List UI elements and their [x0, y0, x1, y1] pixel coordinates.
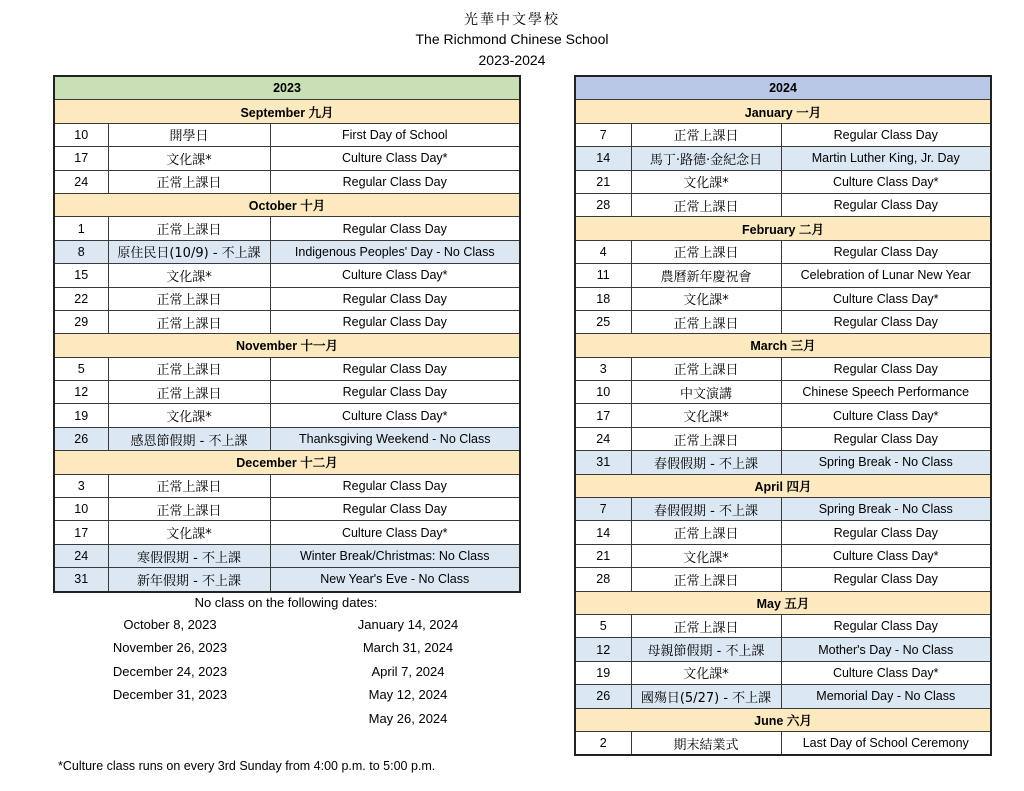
english-event-cell: Memorial Day - No Class — [781, 685, 991, 708]
table-row — [575, 427, 991, 450]
table-row — [54, 381, 520, 404]
month-header: May 五月 — [575, 591, 991, 614]
table-row — [54, 310, 520, 333]
date-cell: 3 — [54, 474, 108, 497]
date-cell: 5 — [575, 614, 631, 637]
date-cell: 21 — [575, 170, 631, 193]
month-header: September 九月 — [54, 100, 520, 123]
english-event-cell: Chinese Speech Performance — [781, 381, 991, 404]
school-year: 2023-2024 — [478, 52, 546, 68]
month-header: June 六月 — [575, 708, 991, 731]
table-row — [575, 521, 991, 544]
year-header: 2023 — [54, 76, 520, 100]
date-cell: 22 — [54, 287, 108, 310]
english-event-cell: Regular Class Day — [270, 357, 520, 380]
chinese-event-cell: 文化課* — [108, 521, 270, 544]
english-event-cell: First Day of School — [270, 123, 520, 146]
school-chinese-name: 光華中文學校 — [464, 12, 560, 28]
table-row — [54, 147, 520, 170]
no-class-date: April 7, 2024 — [371, 663, 445, 679]
date-cell: 10 — [575, 381, 631, 404]
month-header: January 一月 — [575, 100, 991, 123]
english-event-cell: Martin Luther King, Jr. Day — [781, 147, 991, 170]
table-row — [575, 498, 991, 521]
chinese-event-cell: 開學日 — [108, 123, 270, 146]
english-event-cell: Culture Class Day* — [270, 404, 520, 427]
date-cell: 10 — [54, 123, 108, 146]
english-event-cell: Spring Break - No Class — [781, 451, 991, 474]
table-row — [54, 240, 520, 263]
chinese-event-cell: 正常上課日 — [631, 357, 781, 380]
calendar-2023-table — [53, 75, 521, 593]
english-event-cell: Regular Class Day — [270, 217, 520, 240]
english-event-cell: Regular Class Day — [781, 357, 991, 380]
english-event-cell: Regular Class Day — [781, 193, 991, 216]
english-event-cell: Culture Class Day* — [781, 287, 991, 310]
chinese-event-cell: 正常上課日 — [631, 427, 781, 450]
chinese-event-cell: 原住民日(10/9) - 不上課 — [108, 240, 270, 263]
english-event-cell: Regular Class Day — [270, 170, 520, 193]
chinese-event-cell: 正常上課日 — [108, 287, 270, 310]
date-cell: 14 — [575, 147, 631, 170]
date-cell: 17 — [575, 404, 631, 427]
chinese-event-cell: 母親節假期 - 不上課 — [631, 638, 781, 661]
english-event-cell: Regular Class Day — [270, 310, 520, 333]
chinese-event-cell: 正常上課日 — [108, 310, 270, 333]
chinese-event-cell: 新年假期 - 不上課 — [108, 568, 270, 592]
month-header: November 十一月 — [54, 334, 520, 357]
english-event-cell: Winter Break/Christmas: No Class — [270, 544, 520, 567]
date-cell: 11 — [575, 264, 631, 287]
no-class-date: March 31, 2024 — [362, 640, 454, 656]
english-event-cell: Culture Class Day* — [781, 404, 991, 427]
date-cell: 3 — [575, 357, 631, 380]
no-class-date: May 26, 2024 — [368, 710, 448, 726]
english-event-cell: Regular Class Day — [781, 310, 991, 333]
english-event-cell: Thanksgiving Weekend - No Class — [270, 427, 520, 450]
table-row — [575, 544, 991, 567]
table-row — [575, 310, 991, 333]
chinese-event-cell: 正常上課日 — [631, 568, 781, 591]
english-event-cell: Regular Class Day — [270, 287, 520, 310]
chinese-event-cell: 春假假期 - 不上課 — [631, 498, 781, 521]
month-header: December 十二月 — [54, 451, 520, 474]
table-row — [575, 357, 991, 380]
table-row — [575, 123, 991, 146]
table-row — [54, 568, 520, 592]
no-class-date: December 24, 2023 — [112, 663, 228, 679]
date-cell: 17 — [54, 147, 108, 170]
no-class-date: October 8, 2023 — [123, 617, 217, 632]
english-event-cell: Culture Class Day* — [781, 661, 991, 684]
date-cell: 10 — [54, 498, 108, 521]
english-event-cell: Culture Class Day* — [781, 544, 991, 567]
english-event-cell: Celebration of Lunar New Year — [781, 264, 991, 287]
date-cell: 21 — [575, 544, 631, 567]
chinese-event-cell: 文化課* — [631, 404, 781, 427]
chinese-event-cell: 文化課* — [631, 287, 781, 310]
table-row — [54, 521, 520, 544]
english-event-cell: Mother's Day - No Class — [781, 638, 991, 661]
english-event-cell: Spring Break - No Class — [781, 498, 991, 521]
chinese-event-cell: 正常上課日 — [631, 310, 781, 333]
chinese-event-cell: 正常上課日 — [108, 217, 270, 240]
date-cell: 4 — [575, 240, 631, 263]
table-row — [575, 451, 991, 474]
no-class-date: May 12, 2024 — [368, 687, 448, 703]
year-header: 2024 — [575, 76, 991, 100]
table-row — [575, 381, 991, 404]
month-header: February 二月 — [575, 217, 991, 240]
table-row — [575, 614, 991, 637]
table-row — [575, 170, 991, 193]
chinese-event-cell: 中文演講 — [631, 381, 781, 404]
date-cell: 15 — [54, 264, 108, 287]
chinese-event-cell: 正常上課日 — [108, 170, 270, 193]
date-cell: 29 — [54, 310, 108, 333]
table-row — [54, 544, 520, 567]
english-event-cell: Regular Class Day — [270, 498, 520, 521]
date-cell: 28 — [575, 193, 631, 216]
date-cell: 14 — [575, 521, 631, 544]
english-event-cell: Regular Class Day — [781, 614, 991, 637]
chinese-event-cell: 馬丁·路德·金紀念日 — [631, 147, 781, 170]
date-cell: 8 — [54, 240, 108, 263]
table-row — [54, 474, 520, 497]
table-row — [54, 427, 520, 450]
chinese-event-cell: 正常上課日 — [108, 498, 270, 521]
table-row — [54, 498, 520, 521]
table-row — [575, 240, 991, 263]
date-cell: 1 — [54, 217, 108, 240]
table-row — [54, 404, 520, 427]
chinese-event-cell: 正常上課日 — [631, 521, 781, 544]
chinese-event-cell: 文化課* — [631, 661, 781, 684]
chinese-event-cell: 文化課* — [631, 544, 781, 567]
english-event-cell: Indigenous Peoples' Day - No Class — [270, 240, 520, 263]
date-cell: 24 — [575, 427, 631, 450]
chinese-event-cell: 農曆新年慶祝會 — [631, 264, 781, 287]
english-event-cell: Regular Class Day — [781, 521, 991, 544]
chinese-event-cell: 感恩節假期 - 不上課 — [108, 427, 270, 450]
table-row — [54, 123, 520, 146]
table-row — [575, 147, 991, 170]
chinese-event-cell: 文化課* — [108, 147, 270, 170]
month-header: March 三月 — [575, 334, 991, 357]
no-class-date: November 26, 2023 — [112, 640, 228, 656]
date-cell: 12 — [575, 638, 631, 661]
date-cell: 7 — [575, 123, 631, 146]
month-header: October 十月 — [54, 193, 520, 216]
date-cell: 12 — [54, 381, 108, 404]
table-row — [54, 170, 520, 193]
date-cell: 24 — [54, 170, 108, 193]
date-cell: 31 — [54, 568, 108, 592]
culture-class-footnote: *Culture class runs on every 3rd Sunday from 4:00 p.m. to 5:00 p.m. — [58, 759, 436, 773]
date-cell: 5 — [54, 357, 108, 380]
date-cell: 31 — [575, 451, 631, 474]
english-event-cell: Culture Class Day* — [270, 521, 520, 544]
no-class-date: December 31, 2023 — [112, 687, 228, 703]
table-row — [575, 264, 991, 287]
month-header: April 四月 — [575, 474, 991, 497]
table-row — [54, 357, 520, 380]
chinese-event-cell: 文化課* — [108, 264, 270, 287]
english-event-cell: Regular Class Day — [270, 474, 520, 497]
english-event-cell: Regular Class Day — [781, 568, 991, 591]
date-cell: 26 — [575, 685, 631, 708]
no-class-title: No class on the following dates: — [194, 595, 378, 610]
chinese-event-cell: 國殤日(5/27) - 不上課 — [631, 685, 781, 708]
english-event-cell: Culture Class Day* — [270, 264, 520, 287]
chinese-event-cell: 文化課* — [108, 404, 270, 427]
english-event-cell: Last Day of School Ceremony — [781, 731, 991, 755]
chinese-event-cell: 正常上課日 — [631, 193, 781, 216]
chinese-event-cell: 春假假期 - 不上課 — [631, 451, 781, 474]
table-row — [54, 264, 520, 287]
chinese-event-cell: 正常上課日 — [108, 357, 270, 380]
date-cell: 7 — [575, 498, 631, 521]
table-row — [54, 217, 520, 240]
chinese-event-cell: 正常上課日 — [631, 123, 781, 146]
date-cell: 17 — [54, 521, 108, 544]
table-row — [575, 193, 991, 216]
date-cell: 18 — [575, 287, 631, 310]
date-cell: 28 — [575, 568, 631, 591]
english-event-cell: Regular Class Day — [270, 381, 520, 404]
table-row — [575, 685, 991, 708]
table-row — [575, 638, 991, 661]
english-event-cell: Culture Class Day* — [781, 170, 991, 193]
table-row — [54, 287, 520, 310]
english-event-cell: Regular Class Day — [781, 240, 991, 263]
table-row — [575, 568, 991, 591]
date-cell: 2 — [575, 731, 631, 755]
table-row — [575, 287, 991, 310]
chinese-event-cell: 正常上課日 — [631, 240, 781, 263]
english-event-cell: Regular Class Day — [781, 427, 991, 450]
table-row — [575, 661, 991, 684]
date-cell: 25 — [575, 310, 631, 333]
table-row — [575, 404, 991, 427]
date-cell: 26 — [54, 427, 108, 450]
english-event-cell: Culture Class Day* — [270, 147, 520, 170]
chinese-event-cell: 正常上課日 — [631, 614, 781, 637]
date-cell: 24 — [54, 544, 108, 567]
date-cell: 19 — [54, 404, 108, 427]
table-row — [575, 731, 991, 755]
english-event-cell: New Year's Eve - No Class — [270, 568, 520, 592]
english-event-cell: Regular Class Day — [781, 123, 991, 146]
chinese-event-cell: 文化課* — [631, 170, 781, 193]
no-class-date: January 14, 2024 — [357, 617, 459, 632]
chinese-event-cell: 正常上課日 — [108, 474, 270, 497]
calendar-2024-table — [574, 75, 992, 756]
date-cell: 19 — [575, 661, 631, 684]
chinese-event-cell: 寒假假期 - 不上課 — [108, 544, 270, 567]
chinese-event-cell: 正常上課日 — [108, 381, 270, 404]
school-english-name: The Richmond Chinese School — [415, 31, 609, 47]
chinese-event-cell: 期末結業式 — [631, 731, 781, 755]
